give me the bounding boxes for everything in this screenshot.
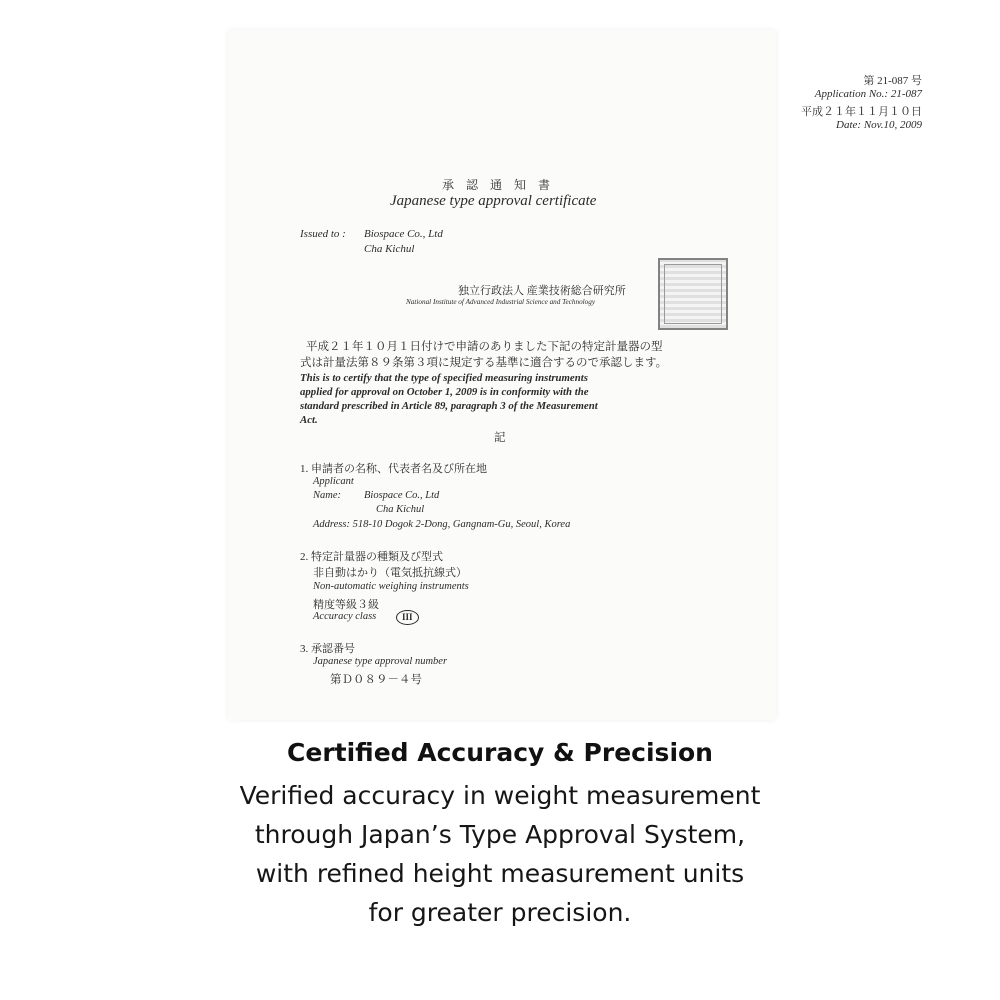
caption-line-1: Verified accuracy in weight measurement (239, 781, 761, 810)
body-english-line-1: This is to certify that the type of specified measuring instruments (300, 372, 588, 384)
item-2-type-english: Non-automatic weighing instruments (313, 581, 469, 592)
institute-japanese: 独立行政法人 産業技術総合研究所 (458, 285, 626, 297)
issued-to-person: Cha Kichul (364, 243, 415, 255)
item-2-heading: 2. 特定計量器の種類及び型式 (300, 551, 443, 563)
title-japanese: 承 認 通 知 書 (442, 178, 551, 192)
item-1-heading: 1. 申請者の名称、代表者名及び所在地 (300, 463, 487, 475)
item-1-name-label: Name: (313, 490, 341, 501)
caption-body (150, 776, 850, 932)
caption-title: Certified Accuracy & Precision (287, 738, 713, 767)
body-english-line-4: Act. (300, 414, 318, 426)
item-3-approval-number: 第Ｄ０８９－４号 (330, 674, 422, 686)
item-1-applicant: Applicant (313, 476, 354, 487)
date-english: Date: Nov.10, 2009 (836, 119, 922, 131)
caption-line-3: with refined height measurement units (255, 859, 745, 888)
item-2-type-japanese: 非自動はかり（電気抵抗線式） (313, 567, 467, 579)
issued-to-label: Issued to : (300, 228, 346, 240)
institute-english: National Institute of Advanced Industrial Science and Technology (406, 298, 596, 306)
item-2-class-english: Accuracy class (313, 611, 377, 622)
ki-mark: 記 (494, 432, 506, 444)
caption-line-2: through Japan’s Type Approval System, (254, 820, 746, 849)
date-japanese: 平成２１年１１月１０日 (801, 106, 922, 118)
item-3-heading: 3. 承認番号 (300, 643, 355, 655)
item-1-person: Cha Kichul (376, 504, 425, 515)
item-3-english: Japanese type approval number (313, 656, 448, 667)
item-1-name: Biospace Co., Ltd (364, 490, 440, 501)
body-japanese-line-1: 平成２１年１０月１日付けで申請のありました下記の特定計量器の型 (306, 341, 663, 353)
item-2-class-japanese: 精度等級３級 (313, 599, 379, 611)
item-1-address: Address: 518-10 Dogok 2-Dong, Gangnam-Gu, Seoul, Korea (313, 519, 571, 530)
accuracy-class-badge: III (396, 610, 419, 625)
official-seal-stamp (658, 258, 728, 330)
issued-to-company: Biospace Co., Ltd (364, 228, 443, 240)
title-english: Japanese type approval certificate (390, 193, 597, 209)
body-english-line-2: applied for approval on October 1, 2009 is in conformity with the (300, 386, 589, 398)
caption-line-4: for greater precision. (368, 898, 632, 927)
body-japanese-line-2: 式は計量法第８９条第３項に規定する基準に適合するので承認します。 (300, 357, 668, 369)
document-number: 第 21-087 号 (863, 75, 922, 87)
application-number: Application No.: 21-087 (814, 88, 922, 100)
body-english-line-3: standard prescribed in Article 89, paragraph 3 of the Measurement (300, 400, 598, 412)
